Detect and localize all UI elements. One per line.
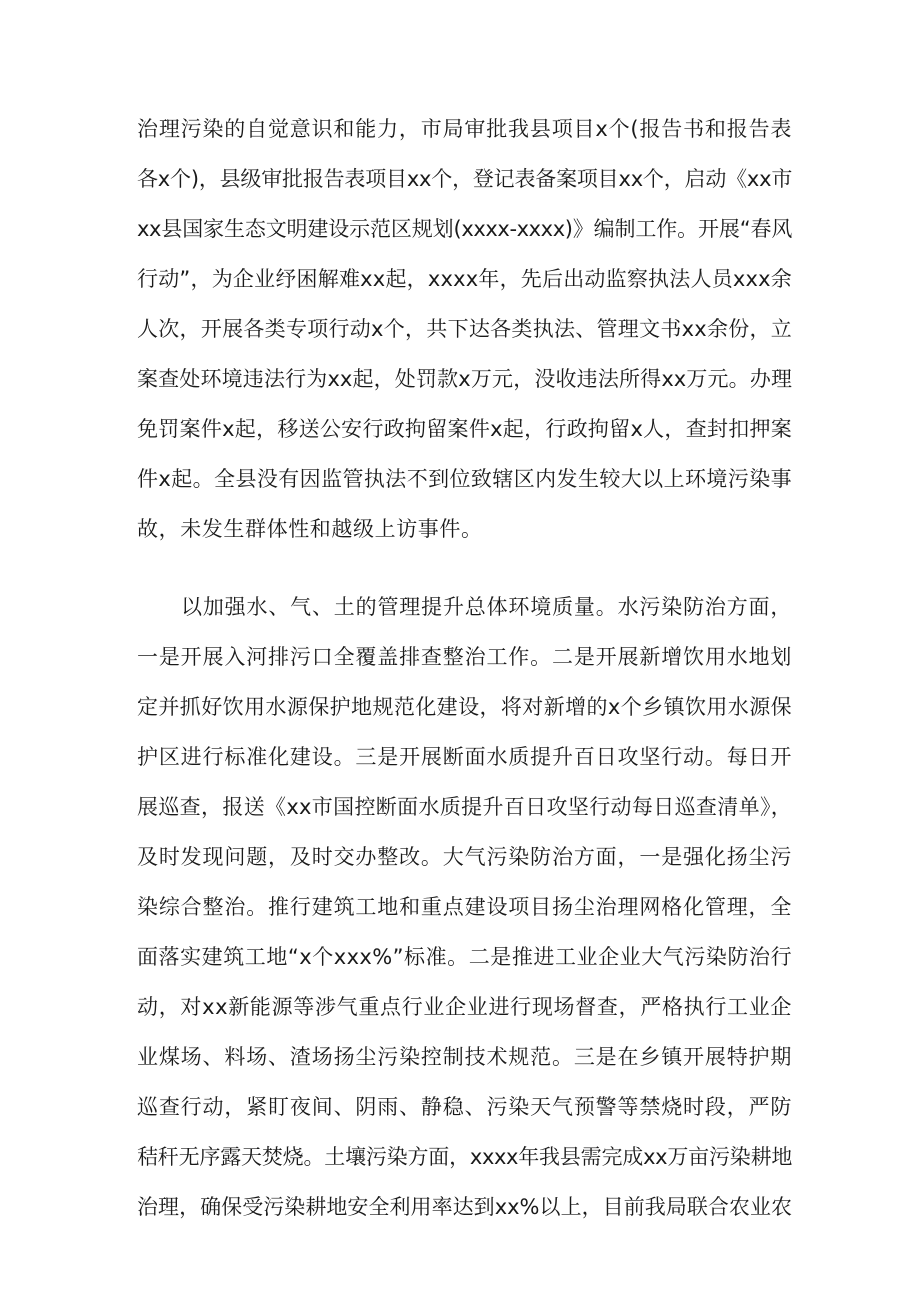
paragraph-line: 面落实建筑工地“x个xxx%”标准。二是推进工业企业大气污染防治行 — [137, 945, 792, 969]
paragraph-line: xx县国家生态文明建设示范区规划(xxxx-xxxx)》编制工作。开展“春风 — [137, 217, 792, 241]
paragraph-line: 案查处环境违法行为xx起，处罚款x万元，没收违法所得xx万元。办理 — [137, 367, 792, 391]
paragraph-line: 护区进行标准化建设。三是开展断面水质提升百日攻坚行动。每日开 — [137, 745, 792, 769]
paragraph-line: 染综合整治。推行建筑工地和重点建设项目扬尘治理网格化管理，全 — [137, 895, 792, 919]
paragraph-line: 展巡查，报送《xx市国控断面水质提升百日攻坚行动每日巡查清单》， — [137, 795, 792, 819]
paragraph-line: 治理污染的自觉意识和能力，市局审批我县项目x个(报告书和报告表 — [137, 117, 792, 141]
paragraph-line: 件x起。全县没有因监管执法不到位致辖区内发生较大以上环境污染事 — [137, 467, 792, 491]
paragraph-line: 治理，确保受污染耕地安全利用率达到xx%以上，目前我局联合农业农 — [137, 1195, 792, 1219]
paragraph-line: 秸秆无序露天焚烧。土壤污染方面，xxxx年我县需完成xx万亩污染耕地 — [137, 1145, 792, 1169]
paragraph-line: 动，对xx新能源等涉气重点行业企业进行现场督查，严格执行工业企 — [137, 995, 792, 1019]
paragraph-line: 免罚案件x起，移送公安行政拘留案件x起，行政拘留x人，查封扣押案 — [137, 417, 792, 441]
paragraph-line: 各x个)，县级审批报告表项目xx个，登记表备案项目xx个，启动《xx市 — [137, 167, 793, 191]
paragraph-line: 巡查行动，紧盯夜间、阴雨、静稳、污染天气预警等禁烧时段，严防 — [137, 1095, 792, 1119]
paragraph-line: 及时发现问题，及时交办整改。大气污染防治方面，一是强化扬尘污 — [137, 845, 792, 869]
paragraph-line: 业煤场、料场、渣场扬尘污染控制技术规范。三是在乡镇开展特护期 — [137, 1045, 792, 1069]
paragraph-line: 定并抓好饮用水源保护地规范化建设，将对新增的x个乡镇饮用水源保 — [137, 695, 792, 719]
paragraph-line: 故，未发生群体性和越级上访事件。 — [137, 517, 483, 541]
paragraph-line: 以加强水、气、土的管理提升总体环境质量。水污染防治方面， — [181, 595, 792, 619]
paragraph-line: 行动”，为企业纾困解难xx起，xxxx年，先后出动监察执法人员xxx余 — [137, 267, 792, 291]
paragraph-line: 人次，开展各类专项行动x个，共下达各类执法、管理文书xx余份，立 — [137, 317, 792, 341]
paragraph-line: 一是开展入河排污口全覆盖排查整治工作。二是开展新增饮用水地划 — [137, 645, 792, 669]
